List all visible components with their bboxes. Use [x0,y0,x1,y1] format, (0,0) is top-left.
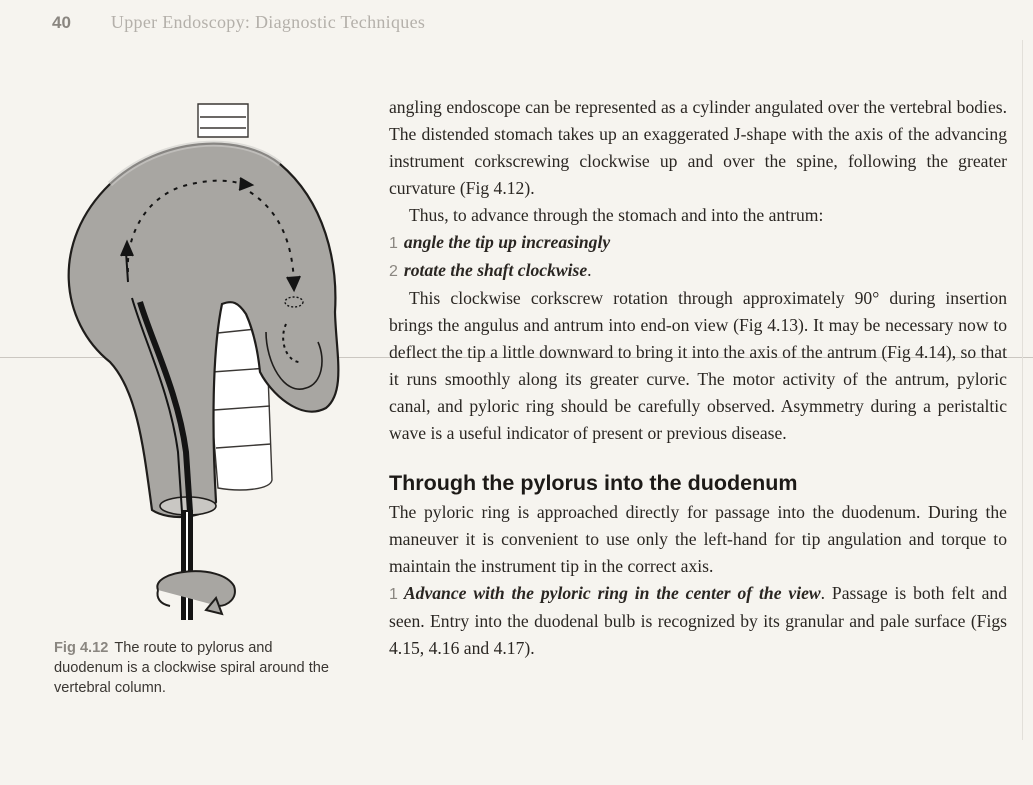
paragraph-2: Thus, to advance through the stomach and into the antrum: [409,205,824,225]
list-bold-text: Advance with the pyloric ring in the center of the view [403,583,821,603]
list-number: 1 [389,235,398,252]
list-text: rotate the shaft clockwise [403,260,588,280]
list-number: 2 [389,263,398,280]
clockwise-rotation-arrow [157,571,235,614]
running-head-title: Upper Endoscopy: Diagnostic Techniques [110,12,426,32]
running-head [52,12,425,36]
list-item-1 [389,229,1007,257]
paragraph-3: This clockwise corkscrew rotation through approximately 90° during insertion brings the angulus and antrum into end-on view (Fig 4.13). It may be necessary now to deflect the tip a little downward to bring it into the axis of the antrum (Fig 4.14), so that it runs smoothly along its greater curve. The motor activity of the antrum, pyloric canal, and pyloric ring should be carefully observed. Asymmetry during a peristaltic wave is a useful indicator of present or previous disease. [389,288,1007,443]
list-number: 1 [389,586,398,603]
list-period: . [587,260,592,280]
list-item-2 [389,257,1007,285]
stomach-shape [69,144,339,517]
stomach-illustration [40,92,350,632]
list-text: angle the tip up increasingly [403,232,611,252]
stomach-figure [40,92,350,632]
page-fold-shadow [1022,40,1023,740]
figure-caption-text: The route to pylorus and duodenum is a clockwise spiral around the vertebral column. [54,640,330,696]
paragraph-4: The pyloric ring is approached directly for passage into the duodenum. During the maneuver it is convenient to use only the left-hand for tip angulation and torque to maintain the instrument tip in the correct axis. [389,502,1007,576]
paragraph-1: angling endoscope can be represented as a cylinder angulated over the vertebral bodies. The distended stomach takes up an exaggerated J-shape with the axis of the advancing instrument corkscrewing clockwise up and over the spine, following the greater curvature (Fig 4.12). [389,97,1007,198]
list-item-advance [389,580,1007,662]
figure-caption-label: Fig 4.12 [54,640,109,656]
page-number: 40 [52,13,71,32]
body-text-column [389,94,1007,662]
section-heading: Through the pylorus into the duodenum [389,471,798,495]
list-rest-text: . Passage is both felt and seen. Entry into the duodenal bulb is recognized by its granular and pale surface (Figs 4.15, 4.16 and 4.17). [389,583,1008,658]
figure-caption [54,638,344,698]
